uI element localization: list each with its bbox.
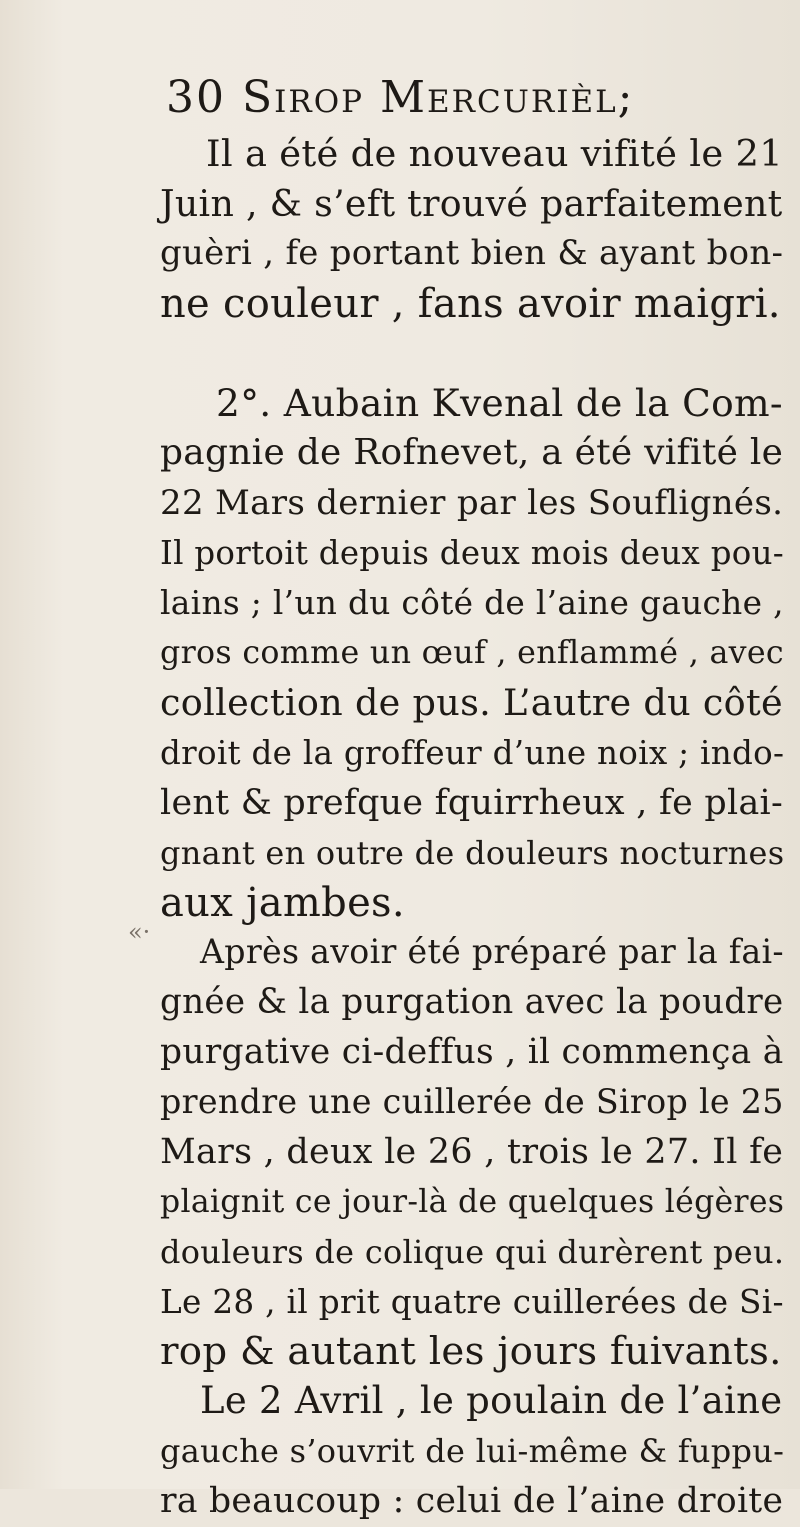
text-line: Le 28 , il prit quatre cuillerées de Si- bbox=[160, 1283, 784, 1321]
text-line: aux jambes. bbox=[160, 880, 405, 926]
text-line: prendre une cuillerée de Sirop le 25 bbox=[160, 1082, 784, 1121]
text-line: collection de pus. L’autre du côté bbox=[160, 681, 783, 724]
text-line: gnant en outre de douleurs nocturnes bbox=[160, 834, 785, 872]
text-line: Le 2 Avril , le poulain de l’aine bbox=[200, 1379, 783, 1422]
running-title: Sirop Mercurièl; bbox=[242, 72, 635, 123]
text-line: lent & prefque fquirrheux , fe plai- bbox=[160, 783, 784, 823]
text-line: gauche s’ouvrit de lui-même & fuppu- bbox=[160, 1432, 785, 1470]
text-line: pagnie de Rofnevet, a été vifité le bbox=[160, 432, 784, 473]
text-line: 22 Mars dernier par les Souflignés. bbox=[160, 483, 784, 523]
text-line: douleurs de colique qui durèrent peu. bbox=[160, 1233, 785, 1271]
text-line: 2°. Aubain Kvenal de la Com- bbox=[216, 381, 783, 425]
text-line: ne couleur , fans avoir maigri. bbox=[160, 281, 781, 327]
text-line: plaignit ce jour-là de quelques légères bbox=[160, 1184, 785, 1220]
margin-mark: «· bbox=[128, 918, 151, 946]
page-number: 30 bbox=[166, 72, 226, 123]
text-line: Après avoir été préparé par la fai- bbox=[200, 932, 784, 971]
text-line: Il portoit depuis deux mois deux pou- bbox=[160, 534, 785, 572]
text-line: purgative ci-deffus , il commença à bbox=[160, 1032, 784, 1072]
text-line: rop & autant les jours fuivants. bbox=[160, 1329, 782, 1374]
text-line: lains ; l’un du côté de l’aine gauche , bbox=[160, 584, 784, 622]
text-line: gnée & la purgation avec la poudre bbox=[160, 982, 784, 1022]
text-line: droit de la groffeur d’une noix ; indo- bbox=[160, 734, 785, 772]
text-line: Mars , deux le 26 , trois le 27. Il fe bbox=[160, 1132, 784, 1172]
text-line: ra beaucoup : celui de l’aine droite bbox=[160, 1481, 784, 1521]
text-line: Il a été de nouveau vifité le 21 bbox=[206, 132, 783, 175]
text-line: gros comme un œuf , enflammé , avec bbox=[160, 635, 784, 671]
page-header bbox=[166, 72, 634, 124]
text-line: guèri , fe portant bien & ayant bon- bbox=[160, 234, 784, 273]
text-line: Juin , & s’eft trouvé parfaitement bbox=[160, 182, 783, 225]
